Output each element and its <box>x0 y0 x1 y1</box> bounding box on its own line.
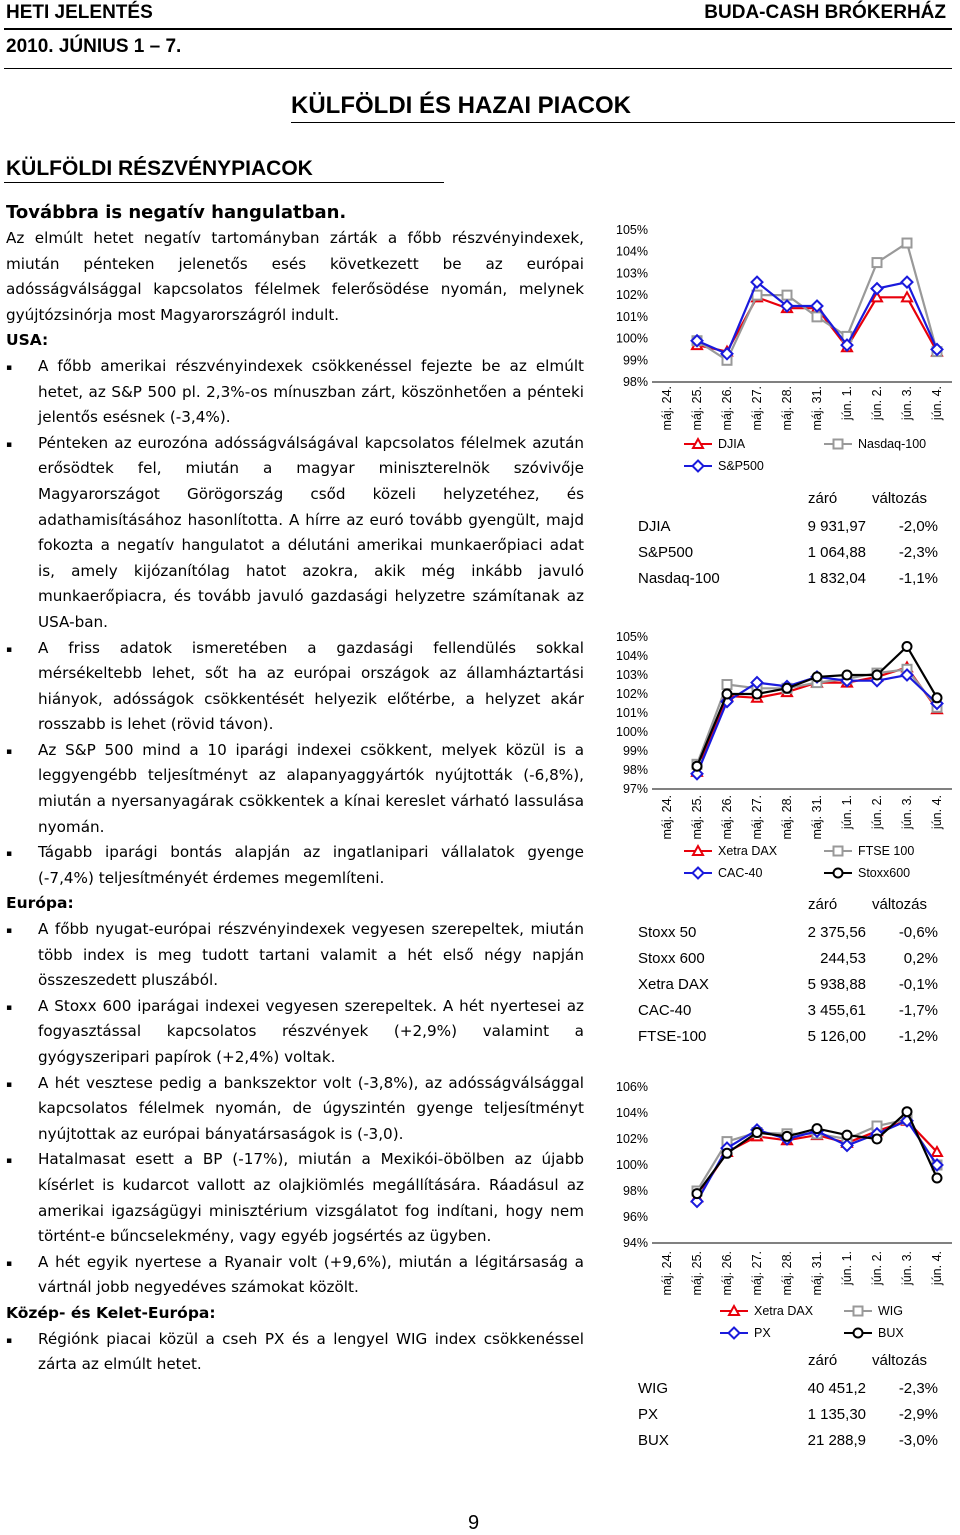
us-indices-table <box>600 490 960 600</box>
y-tick-label: 103% <box>616 668 648 682</box>
section-title: KÜLFÖLDI ÉS HAZAI PIACOK <box>291 92 631 119</box>
x-tick-label: jún. 2. <box>870 795 884 830</box>
usa-bullets <box>6 354 584 891</box>
bullet-marker-icon: ▪ <box>6 746 13 757</box>
x-tick-label: máj. 24. <box>660 386 674 431</box>
bullet-marker-icon: ▪ <box>6 1258 13 1269</box>
series-point <box>902 292 912 301</box>
bullet-item <box>6 1327 584 1378</box>
y-tick-label: 102% <box>616 288 648 303</box>
cee-heading: Közép- és Kelet-Európa: <box>6 1303 216 1322</box>
legend-marker <box>854 1307 863 1316</box>
article-lead: Továbbra is negatív hangulatban. <box>6 202 347 223</box>
line-chart <box>600 625 960 887</box>
y-tick-label: 101% <box>616 309 648 324</box>
index-name: WIG <box>638 1380 668 1397</box>
bullet-item <box>6 431 584 636</box>
us-indices-chart <box>600 218 960 480</box>
header-close: záró <box>808 1352 838 1369</box>
bullet-text: A hét vesztese pedig a bankszektor volt (-3,8%), az adósságválsággal kapcsolatos félelmek nyomán, de úgyszintén gyenge teljesítményt nyújtottak az európai bányatársaságok is (-3,0). <box>38 1073 584 1143</box>
legend-label: CAC-40 <box>718 866 763 880</box>
x-tick-label: máj. 27. <box>750 795 764 840</box>
y-tick-label: 97% <box>622 782 648 796</box>
x-tick-label: máj. 24. <box>660 1251 674 1296</box>
index-name: Nasdaq-100 <box>638 570 720 587</box>
index-close: 1 064,88 <box>807 544 866 561</box>
index-close: 40 451,2 <box>807 1380 866 1397</box>
report-date: 2010. JÚNIUS 1 – 7. <box>6 36 182 57</box>
bullet-text: A Stoxx 600 iparágai indexei vegyesen szerepeltek. A hét nyertesei az fogyasztással kapcsolatos részvények (+2,9%) valamint a gyógyszeripari papírok (+2,4%) voltak. <box>38 996 584 1066</box>
index-change: -0,1% <box>898 976 938 993</box>
series-point <box>873 671 882 680</box>
bullet-text: Régiónk piacai közül a cseh PX és a lengyel WIG index csökkenéssel zárta az elmúlt hetet. <box>38 1329 584 1374</box>
bullet-marker-icon: ▪ <box>6 1156 13 1167</box>
series-point <box>813 672 822 681</box>
index-change: -1,1% <box>898 570 938 587</box>
series-point <box>873 1135 882 1144</box>
header-close: záró <box>808 490 838 507</box>
series-point <box>783 1132 792 1141</box>
legend-marker <box>693 439 703 448</box>
series-point <box>723 690 732 699</box>
x-tick-label: máj. 25. <box>690 1251 704 1296</box>
cee-bullets <box>6 1327 584 1378</box>
series-point <box>723 680 732 689</box>
bullet-text: A főbb nyugat-európai részvényindexek vegyesen szerepeltek, miután több index is meg tudott tartani valamit a hét első négy napján összeszedett pluszából. <box>38 920 584 990</box>
legend-marker <box>693 846 703 855</box>
index-change: 0,2% <box>903 950 938 967</box>
bullet-text: Pénteken az eurozóna adósságválságával kapcsolatos félelmek azután erősödtek fel, miután a magyar miniszterelnök szóvivője Magyarországot Görögország csőd közeli helyzetéhez, és adathamisításához hasonlította. A hírre az euró tovább gyengült, majd fokozta a negatív hangulatot a délutáni amerikai munkaerőpiaci adat is, amely kijózanítólag hatot azokra, akik még inkább javuló munkaerőpiacra, és tovább javuló gazdasági helyzetre számítanak az USA-ban. <box>38 433 584 631</box>
x-tick-label: máj. 25. <box>690 386 704 431</box>
x-tick-label: jún. 2. <box>870 1251 884 1286</box>
x-tick-label: máj. 26. <box>720 1251 734 1296</box>
eu-indices-chart <box>600 625 960 887</box>
series-point <box>813 1124 822 1133</box>
legend-label: Stoxx600 <box>858 866 911 880</box>
series-line <box>697 675 937 774</box>
bullet-text: Hatalmasat esett a BP (-17%), miután a Mexikói-öbölben az újabb kísérlet is kudarcot vallott az olajkiömlés megállítására. Ráadásul az amerikai igazságügyi minisztérium vizsgálatot fog indítani, hogy nem történt-e bűncselekmény, vagy egyéb jogsértés az ügyben. <box>38 1150 584 1246</box>
x-tick-label: máj. 26. <box>720 386 734 431</box>
x-tick-label: jún. 1. <box>840 1251 854 1286</box>
x-tick-label: máj. 28. <box>780 386 794 431</box>
series-point <box>872 283 883 294</box>
header-change: változás <box>872 1352 928 1369</box>
bullet-marker-icon: ▪ <box>6 926 13 937</box>
legend-marker <box>834 869 843 878</box>
x-tick-label: máj. 28. <box>780 795 794 840</box>
header-change: változás <box>872 896 928 913</box>
x-tick-label: jún. 3. <box>900 795 914 830</box>
index-name: FTSE-100 <box>638 1028 707 1045</box>
series-line <box>697 647 937 767</box>
index-name: S&P500 <box>638 544 694 561</box>
bullet-marker-icon: ▪ <box>6 1079 13 1090</box>
x-tick-label: jún. 4. <box>930 795 944 830</box>
y-tick-label: 98% <box>622 375 648 389</box>
bullet-marker-icon: ▪ <box>6 644 13 655</box>
index-name: Stoxx 600 <box>638 950 705 967</box>
series-point <box>783 291 792 300</box>
usa-heading: USA: <box>6 331 49 350</box>
broker-name: BUDA-CASH BRÓKERHÁZ <box>704 2 946 23</box>
y-tick-label: 99% <box>622 353 648 368</box>
series-point <box>723 1149 732 1158</box>
bullet-text: Tágabb iparági bontás alapján az ingatlanipari vállalatok gyenge (-7,4%) teljesítményét érdemes megemlíteni. <box>38 843 584 887</box>
bullet-marker-icon: ▪ <box>6 1002 13 1013</box>
x-tick-label: máj. 31. <box>810 386 824 431</box>
bullet-item <box>6 917 584 994</box>
x-tick-label: jún. 4. <box>930 386 944 421</box>
y-tick-label: 104% <box>616 244 648 259</box>
legend-marker <box>729 1328 740 1339</box>
y-tick-label: 100% <box>616 331 648 346</box>
index-name: PX <box>638 1406 659 1423</box>
index-change: -2,3% <box>898 544 938 561</box>
index-close: 5 938,88 <box>807 976 866 993</box>
header-close: záró <box>808 896 838 913</box>
x-tick-label: máj. 26. <box>720 795 734 840</box>
article-intro: Az elmúlt hetet negatív tartományban zárták a főbb részvényindexek, miután pénteken jelenetős esés következett be az európai adósságválsággal kapcsolatos félelmek felerősödése nyomán, melynek gyújtózsinórja most Magyarországról indult. <box>6 229 584 324</box>
index-name: BUX <box>638 1432 669 1449</box>
x-tick-label: jún. 2. <box>870 386 884 421</box>
y-tick-label: 98% <box>622 763 648 777</box>
x-tick-label: máj. 25. <box>690 795 704 840</box>
x-tick-label: jún. 1. <box>840 386 854 421</box>
report-title: HETI JELENTÉS <box>6 2 153 23</box>
bullet-item <box>6 636 584 738</box>
article-body <box>6 200 584 1378</box>
series-point <box>873 258 882 267</box>
index-change: -1,2% <box>898 1028 938 1045</box>
bullet-text: Az S&P 500 mind a 10 iparági indexei csökkent, melyek közül is a leggyengébb teljesítményt az alapanyaggyártók nyújtották (-6,8%), miután a nyersanyagárak csökkentek a kínai kereslet várható lassulása nyomán. <box>38 740 584 836</box>
legend-marker <box>834 440 843 449</box>
series-point <box>693 762 702 771</box>
index-change: -2,9% <box>898 1406 938 1423</box>
series-point <box>902 277 913 288</box>
series-point <box>903 642 912 651</box>
page-number: 9 <box>468 1512 480 1534</box>
bullet-item <box>6 840 584 891</box>
legend-marker <box>854 1329 863 1338</box>
index-change: -2,0% <box>898 518 938 535</box>
legend-label: DJIA <box>718 437 746 451</box>
legend-label: Xetra DAX <box>718 844 778 858</box>
series-point <box>903 239 912 248</box>
index-change: -3,0% <box>898 1432 938 1449</box>
legend-marker <box>729 1306 739 1315</box>
bullet-item <box>6 354 584 431</box>
cee-indices-table <box>600 1352 960 1462</box>
y-tick-label: 94% <box>622 1236 648 1250</box>
bullet-marker-icon: ▪ <box>6 849 13 860</box>
x-tick-label: jún. 3. <box>900 386 914 421</box>
bullet-text: A friss adatok ismeretében a gazdasági fellendülés sokkal mérsékeltebb lehet, sőt ha az európai országok az államháztartási hiányok, adósságok csökkentését helyezik előtérbe, a helyzet akár rosszabb is lehet (rövid távon). <box>38 638 584 734</box>
legend-label: FTSE 100 <box>858 844 915 858</box>
series-point <box>933 693 942 702</box>
index-name: Xetra DAX <box>638 976 709 993</box>
legend-label: BUX <box>878 1326 904 1340</box>
y-tick-label: 105% <box>616 630 648 644</box>
bullet-item <box>6 1147 584 1249</box>
index-change: -2,3% <box>898 1380 938 1397</box>
series-point <box>843 671 852 680</box>
series-point <box>693 1189 702 1198</box>
legend-marker <box>693 868 704 879</box>
series-point <box>813 312 822 321</box>
series-point <box>783 684 792 693</box>
y-tick-label: 102% <box>616 1132 648 1146</box>
index-close: 1 135,30 <box>807 1406 866 1423</box>
x-tick-label: máj. 28. <box>780 1251 794 1296</box>
sub-title: KÜLFÖLDI RÉSZVÉNYPIACOK <box>6 157 313 180</box>
series-point <box>903 1107 912 1116</box>
y-tick-label: 100% <box>616 1158 648 1172</box>
europe-heading: Európa: <box>6 894 74 913</box>
section-title-rule <box>291 122 955 123</box>
index-name: DJIA <box>638 518 671 535</box>
bullet-text: A hét egyik nyertese a Ryanair volt (+9,6%), miután a légitársaság a vártnál jobb negyedéves számokat közölt. <box>38 1252 584 1297</box>
x-tick-label: máj. 27. <box>750 1251 764 1296</box>
index-change: -1,7% <box>898 1002 938 1019</box>
bullet-item <box>6 994 584 1071</box>
y-tick-label: 96% <box>622 1210 648 1224</box>
europe-bullets <box>6 917 584 1301</box>
index-close: 3 455,61 <box>807 1002 866 1019</box>
index-close: 21 288,9 <box>807 1432 866 1449</box>
cee-indices-chart <box>600 1075 960 1347</box>
series-point <box>933 1174 942 1183</box>
index-close: 244,53 <box>820 950 866 967</box>
series-point <box>753 690 762 699</box>
index-name: CAC-40 <box>638 1002 692 1019</box>
series-point <box>753 1128 762 1137</box>
index-change: -0,6% <box>898 924 938 941</box>
header-rule <box>4 28 952 30</box>
y-tick-label: 98% <box>622 1184 648 1198</box>
y-tick-label: 106% <box>616 1080 648 1094</box>
legend-label: Xetra DAX <box>754 1304 814 1318</box>
y-tick-label: 102% <box>616 687 648 701</box>
y-tick-label: 103% <box>616 266 648 281</box>
bullet-marker-icon: ▪ <box>6 1335 13 1346</box>
sub-title-rule <box>4 182 444 183</box>
y-tick-label: 104% <box>616 1106 648 1120</box>
y-tick-label: 101% <box>616 706 648 720</box>
bullet-text: A főbb amerikai részvényindexek csökkenéssel fejezte be az elmúlt hetet, az S&P 500 pl. 2,3%-os mínuszban zárt, köszönhetően a pénteki jelentős esésnek (-3,4%). <box>38 356 584 427</box>
bullet-item <box>6 1071 584 1148</box>
line-chart <box>600 218 960 480</box>
x-tick-label: máj. 31. <box>810 1251 824 1296</box>
bullet-item <box>6 1250 584 1301</box>
header-change: változás <box>872 490 928 507</box>
index-name: Stoxx 50 <box>638 924 697 941</box>
legend-label: PX <box>754 1326 771 1340</box>
legend-marker <box>693 461 704 472</box>
legend-marker <box>834 847 843 856</box>
legend-label: Nasdaq-100 <box>858 437 927 451</box>
index-close: 2 375,56 <box>807 924 866 941</box>
series-point <box>843 1131 852 1140</box>
x-tick-label: máj. 31. <box>810 795 824 840</box>
legend-label: S&P500 <box>718 459 764 473</box>
bullet-item <box>6 738 584 840</box>
y-tick-label: 100% <box>616 725 648 739</box>
x-tick-label: jún. 1. <box>840 795 854 830</box>
y-tick-label: 105% <box>616 223 648 237</box>
index-close: 5 126,00 <box>807 1028 866 1045</box>
bullet-marker-icon: ▪ <box>6 439 13 450</box>
x-tick-label: máj. 27. <box>750 386 764 431</box>
x-tick-label: máj. 24. <box>660 795 674 840</box>
y-tick-label: 104% <box>616 649 648 663</box>
index-close: 9 931,97 <box>807 518 866 535</box>
index-close: 1 832,04 <box>807 570 866 587</box>
eu-indices-table <box>600 896 960 1056</box>
bullet-marker-icon: ▪ <box>6 362 13 373</box>
date-rule <box>4 68 952 69</box>
y-tick-label: 99% <box>622 744 648 758</box>
legend-label: WIG <box>878 1304 903 1318</box>
line-chart <box>600 1075 960 1347</box>
x-tick-label: jún. 3. <box>900 1251 914 1286</box>
x-tick-label: jún. 4. <box>930 1251 944 1286</box>
